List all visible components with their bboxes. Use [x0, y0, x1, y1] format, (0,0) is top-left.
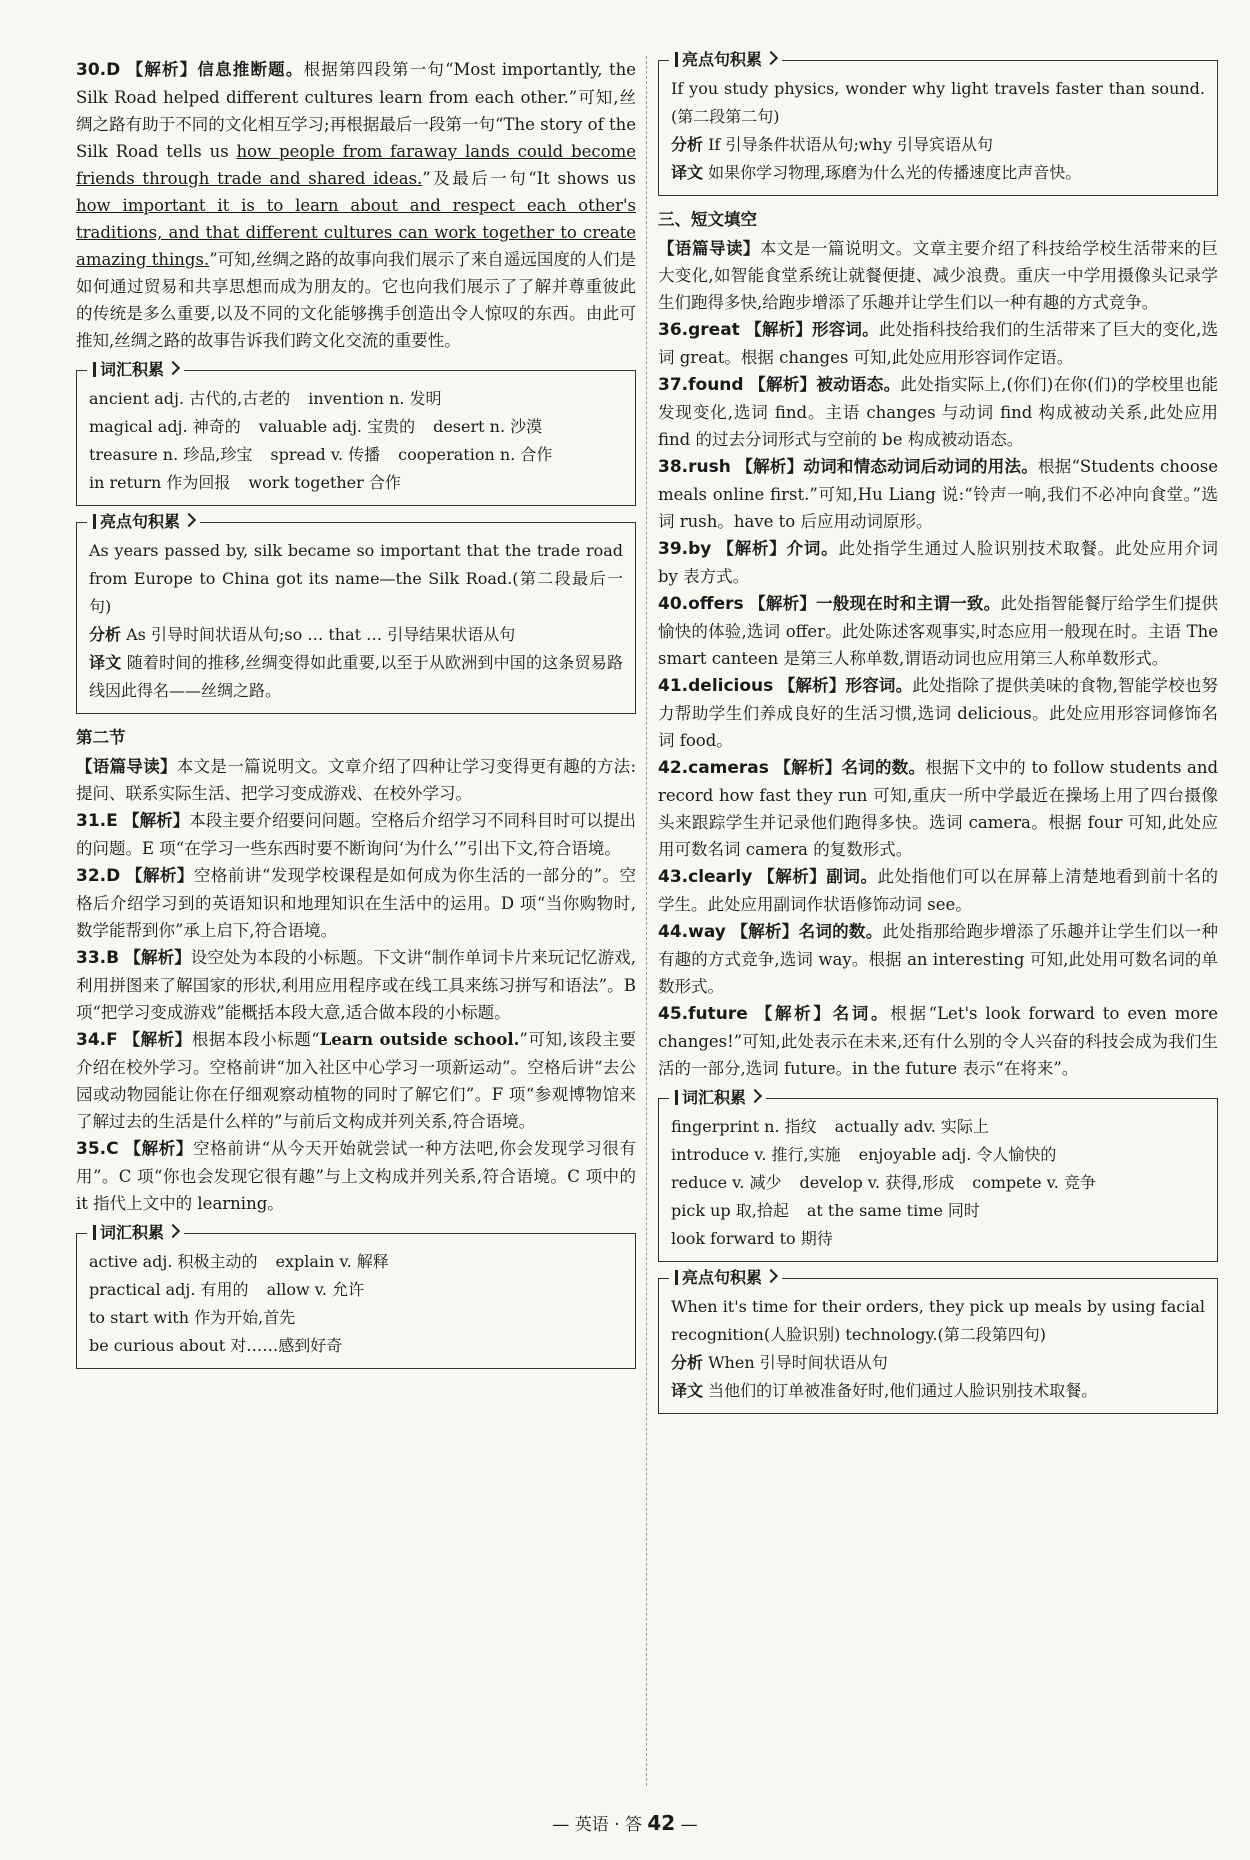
answer-44: 44.way 【解析】名词的数。此处指那给跑步增添了乐趣并让学生们以一种有趣的方式竞争,选词 way。根据 an interesting 可知,此处用可数名词的单数形式。	[658, 922, 1219, 996]
column-divider	[646, 56, 647, 1786]
answer-text: ”可知,丝绸之路的故事向我们展示了来自遥远国度的人们是如何通过贸易和共享思想而成为朋友的。它也向我们展示了了解并尊重彼此的传统是多么重要,以及不同的文化能够携手创造出令人惊叹的东西。由此可推知,丝绸之路的故事告诉我们跨文化交流的重要性。	[76, 250, 636, 350]
box-title: 词汇积累	[87, 1221, 184, 1245]
answer-38: 38.rush 【解析】动词和情态动词后动词的用法。根据“Students choose meals online first.”可知,Hu Liang 说:“铃声一响,我们不必冲向食堂。”选词 rush。have to 后应用动词原形。	[658, 457, 1219, 531]
footer-dash: —	[675, 1815, 698, 1835]
sentence-box: 亮点句积累 As years passed by, silk became so important that the trade road from Europe to China got its name—the Silk Road.(第二段最后一句) 分析 As 引导时间状语从句;so … that … 引导结果状语从句 译文 随着时间的推移,丝绸变得如此重要,以至于从欧洲到中国的这条贸易路线因此得名——丝绸之路。	[76, 522, 636, 714]
box-title: 亮点句积累	[669, 48, 782, 72]
vocab-box: 词汇积累 ancient adj. 古代的,古老的 invention n. 发明 magical adj. 神奇的 valuable adj. 宝贵的 desert n. 沙漠 treasure n. 珍品,珍宝 spread v. 传播 cooperation n. 合作 in return 作为回报 work together 合作	[76, 370, 636, 506]
answer-34: 34.F 【解析】根据本段小标题“Learn outside school.”可知,该段主要介绍在校外学习。空格前讲“加入社区中心学习一项新运动”。空格后讲“去公园或动物园能让你在仔细观察动植物的同时了解它们”。F 项“参观博物馆来了解过去的生活是什么样的”与前后文构成并列关系,符合语境。	[76, 1030, 637, 1131]
answer-36: 36.great 【解析】形容词。此处指科技给我们的生活带来了巨大的变化,选词 great。根据 changes 可知,此处应用形容词作定语。	[658, 320, 1219, 367]
passage-guide: 【语篇导读】本文是一篇说明文。文章介绍了四种让学习变得更有趣的方法:提问、联系实际生活、把学习变成游戏、在校外学习。	[76, 757, 637, 803]
underlined-text: how important it is to learn about and respect each other's traditions, and that different cultures can work together to create amazing things.	[76, 196, 636, 269]
box-title: 亮点句积累	[669, 1266, 782, 1290]
sentence-box: 亮点句积累 When it's time for their orders, they pick up meals by using facial recognition(人脸识别) technology.(第二段第四句) 分析 When 引导时间状语从句 译文 当他们的订单被准备好时,他们通过人脸识别技术取餐。	[658, 1278, 1218, 1414]
answer-35: 35.C 【解析】空格前讲“从今天开始就尝试一种方法吧,你会发现学习很有用”。C 项“你也会发现它很有趣”与上文构成并列关系,符合语境。C 项中的 it 指代上文中的 learning。	[76, 1139, 636, 1213]
section-heading: 三、短文填空	[658, 210, 757, 229]
answer-32: 32.D 【解析】空格前讲“发现学校课程是如何成为你生活的一部分的”。空格后介绍学习到的英语知识和地理知识在生活中的运用。D 项“当你购物时,数学能帮到你”承上启下,符合语境。	[76, 866, 637, 940]
left-column	[76, 56, 636, 1379]
right-column	[658, 50, 1219, 1424]
answer-text: ”及最后一句“It shows us	[422, 169, 636, 188]
footer-subject: — 英语 · 答	[552, 1815, 648, 1835]
answer-42: 42.cameras 【解析】名词的数。根据下文中的 to follow students and record how fast they run 可知,重庆一所中学最近在操场上用了四台摄像头来跟踪学生并记录他们跑得多快。选词 camera。根据 four 可知,此处应用可数名词 camera 的复数形式。	[658, 758, 1219, 859]
answer-37: 37.found 【解析】被动语态。此处指实际上,(你们)在你(们)的学校里也能发现变化,选词 find。主语 changes 与动词 find 构成被动关系,此处应用 find 的过去分词形式与空前的 be 构成被动语态。	[658, 375, 1219, 449]
answer-33: 33.B 【解析】设空处为本段的小标题。下文讲“制作单词卡片来玩记忆游戏,利用拼图来了解国家的形状,利用应用程序或在线工具来练习拼写和语法”。B 项“把学习变成游戏”能概括本段大意,适合做本段的小标题。	[76, 948, 636, 1022]
answer-39: 39.by 【解析】介词。此处指学生通过人脸识别技术取餐。此处应用介词 by 表方式。	[658, 539, 1219, 586]
answer-43: 43.clearly 【解析】副词。此处指他们可以在屏幕上清楚地看到前十名的学生。此处应用副词作状语修饰动词 see。	[658, 867, 1219, 914]
answer-text: 根据第四段第一句“Most importantly, the Silk Road helped different cultures learn from each other.”可知,丝绸之路有助于不同的文化相互学习;再根据最后一段第一句“The story of the Silk Road tells us	[76, 60, 637, 161]
page-footer	[0, 1810, 1250, 1839]
box-title: 词汇积累	[669, 1086, 766, 1110]
answer-45: 45.future 【解析】名词。根据“Let's look forward to even more changes!”可知,此处表示在未来,还有什么别的令人兴奋的科技会成为我们生活的一部分,选词 future。in the future 表示“在将来”。	[658, 1004, 1218, 1078]
answer-tag: 【解析】信息推断题。	[126, 60, 304, 79]
highlight-sentence: When it's time for their orders, they pick up meals by using facial recognition(人脸识别) technology.(第二段第四句)	[671, 1297, 1205, 1344]
answer-41: 41.delicious 【解析】形容词。此处指除了提供美味的食物,智能学校也努力帮助学生们养成良好的生活习惯,选词 delicious。此处应用形容词修饰名词 food。	[658, 676, 1219, 750]
answer-30	[76, 56, 636, 354]
answer-31: 31.E 【解析】本段主要介绍要问问题。空格后介绍学习不同科目时可以提出的问题。E 项“在学习一些东西时要不断询问‘为什么’”引出下文,符合语境。	[76, 811, 637, 858]
highlight-sentence: If you study physics, wonder why light travels faster than sound.(第二段第二句)	[671, 79, 1205, 126]
underlined-text: how people from faraway lands could become friends through trade and shared ideas.	[76, 142, 636, 188]
vocab-box: 词汇积累 active adj. 积极主动的 explain v. 解释 practical adj. 有用的 allow v. 允许 to start with 作为开始,首先 be curious about 对……感到好奇	[76, 1233, 636, 1369]
box-title: 亮点句积累	[87, 510, 200, 534]
box-title: 词汇积累	[87, 358, 184, 382]
passage-guide: 【语篇导读】本文是一篇说明文。文章主要介绍了科技给学校生活带来的巨大变化,如智能食堂系统让就餐便捷、减少浪费。重庆一中学用摄像头记录学生们跑得多快,给跑步增添了乐趣并让学生们以一种有趣的方式竞争。	[658, 239, 1218, 312]
sentence-box: 亮点句积累 If you study physics, wonder why light travels faster than sound.(第二段第二句) 分析 If 引导条件状语从句;why 引导宾语从句 译文 如果你学习物理,琢磨为什么光的传播速度比声音快。	[658, 60, 1218, 196]
section-heading: 第二节	[76, 728, 126, 747]
highlight-sentence: As years passed by, silk became so important that the trade road from Europe to China got its name—the Silk Road.(第二段最后一句)	[89, 541, 623, 616]
vocab-box: 词汇积累 fingerprint n. 指纹 actually adv. 实际上 introduce v. 推行,实施 enjoyable adj. 令人愉快的 reduce v. 减少 develop v. 获得,形成 compete v. 竞争 pick up 取,拾起 at the same time 同时 look forward to 期待	[658, 1098, 1218, 1262]
answer-number: 30.D	[76, 60, 121, 80]
page-number: 42	[647, 1811, 676, 1835]
answer-40: 40.offers 【解析】一般现在时和主谓一致。此处指智能餐厅给学生们提供愉快的体验,选词 offer。此处陈述客观事实,时态应用一般现在时。主语 The smart canteen 是第三人称单数,谓语动词也应用第三人称单数形式。	[658, 594, 1218, 668]
